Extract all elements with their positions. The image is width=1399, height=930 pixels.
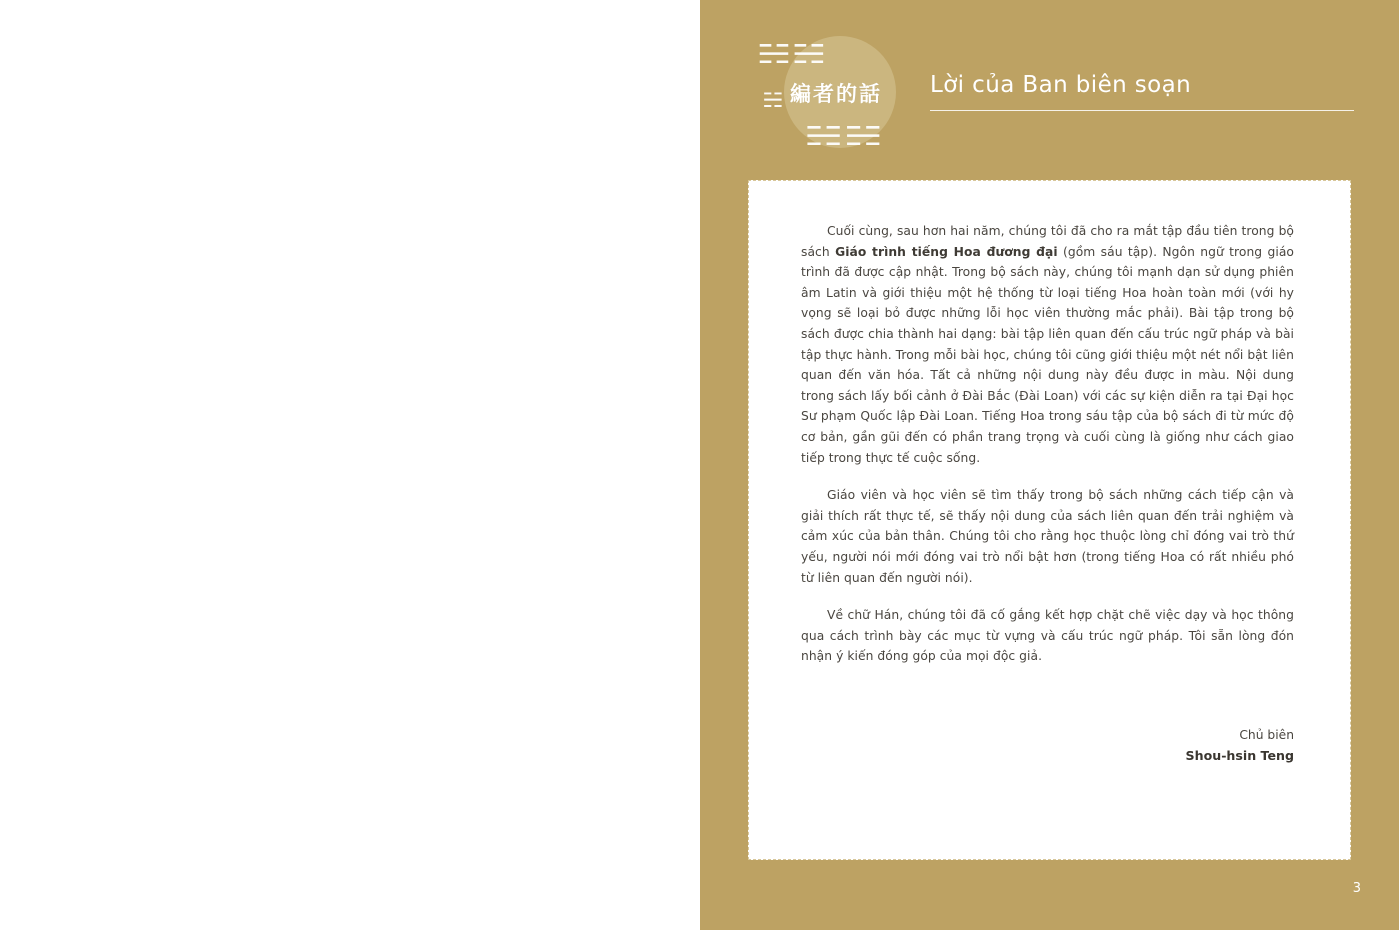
paragraph-3: Về chữ Hán, chúng tôi đã cố gắng kết hợp chặt chẽ việc dạy và học thông qua cách trình bày các mục từ vựng và cấu trúc ngữ pháp. Tôi sẵn lòng đón nhận ý kiến đóng góp của mọi độc giả.	[801, 608, 1294, 664]
paragraph-1-text-b: (gồm sáu tập). Ngôn ngữ trong giáo trình đã được cập nhật. Trong bộ sách này, chúng tôi mạnh dạn sử dụng phiên âm Latin và giới thiệu một hệ thống từ loại tiếng Hoa hoàn toàn mới (với hy vọng sẽ loại bỏ được những lỗi học viên thường mắc phải). Bài tập trong bộ sách được chia thành hai dạng: bài tập liên quan đến cấu trúc ngữ pháp và bài tập thực hành. Trong mỗi bài học, chúng tôi cũng giới thiệu một nét nổi bật liên quan đến văn hóa. Tất cả những nội dung này đều được in màu. Nội dung trong sách lấy bối cảnh ở Đài Bắc (Đài Loan) với các sự kiện diễn ra tại Đại học Sư phạm Quốc lập Đài Loan. Tiếng Hoa trong sáu tập của bộ sách đi từ mức độ cơ bản, gần gũi đến có phần trang trọng và cuối cùng là giống như cách giao tiếp trong thực tế cuộc sống.	[801, 244, 1295, 465]
paragraph-1	[801, 221, 1294, 468]
page-right	[700, 0, 1399, 930]
cloud-ornament-icon: ☵☵	[756, 40, 827, 70]
signature-name: Shou-hsin Teng	[1185, 747, 1294, 763]
signature-block	[801, 725, 1294, 767]
page-header	[756, 28, 1354, 158]
content-card-inner	[749, 181, 1350, 767]
content-card	[748, 180, 1351, 860]
paragraph-1-bold: Giáo trình tiếng Hoa đương đại	[835, 244, 1058, 259]
medallion-chinese-text: 編者的話	[790, 82, 882, 106]
page-number: 3	[1352, 881, 1361, 896]
page-title: Lời của Ban biên soạn	[930, 72, 1192, 98]
signature-role: Chủ biên	[1239, 727, 1294, 742]
cloud-ornament-icon: ☵☵	[803, 122, 883, 152]
paragraph-2: Giáo viên và học viên sẽ tìm thấy trong bộ sách những cách tiếp cận và giải thích rất thực tế, sẽ thấy nội dung của sách liên quan đến trải nghiệm và cảm xúc của bản thân. Chúng tôi cho rằng học thuộc lòng chỉ đóng vai trò thứ yếu, người nói mới đóng vai trò nổi bật hơn (trong tiếng Hoa có rất nhiều phó từ liên quan đến người nói).	[801, 488, 1294, 585]
page-title-wrap	[930, 72, 1354, 111]
cloud-ornament-icon: ☵	[762, 88, 784, 112]
paragraph-1-text-a: Cuối cùng, sau hơn hai năm, chúng tôi đã cho ra mắt tập đầu tiên trong bộ sách	[801, 224, 1294, 259]
title-underline	[930, 110, 1354, 111]
chinese-title-medallion	[756, 28, 910, 158]
